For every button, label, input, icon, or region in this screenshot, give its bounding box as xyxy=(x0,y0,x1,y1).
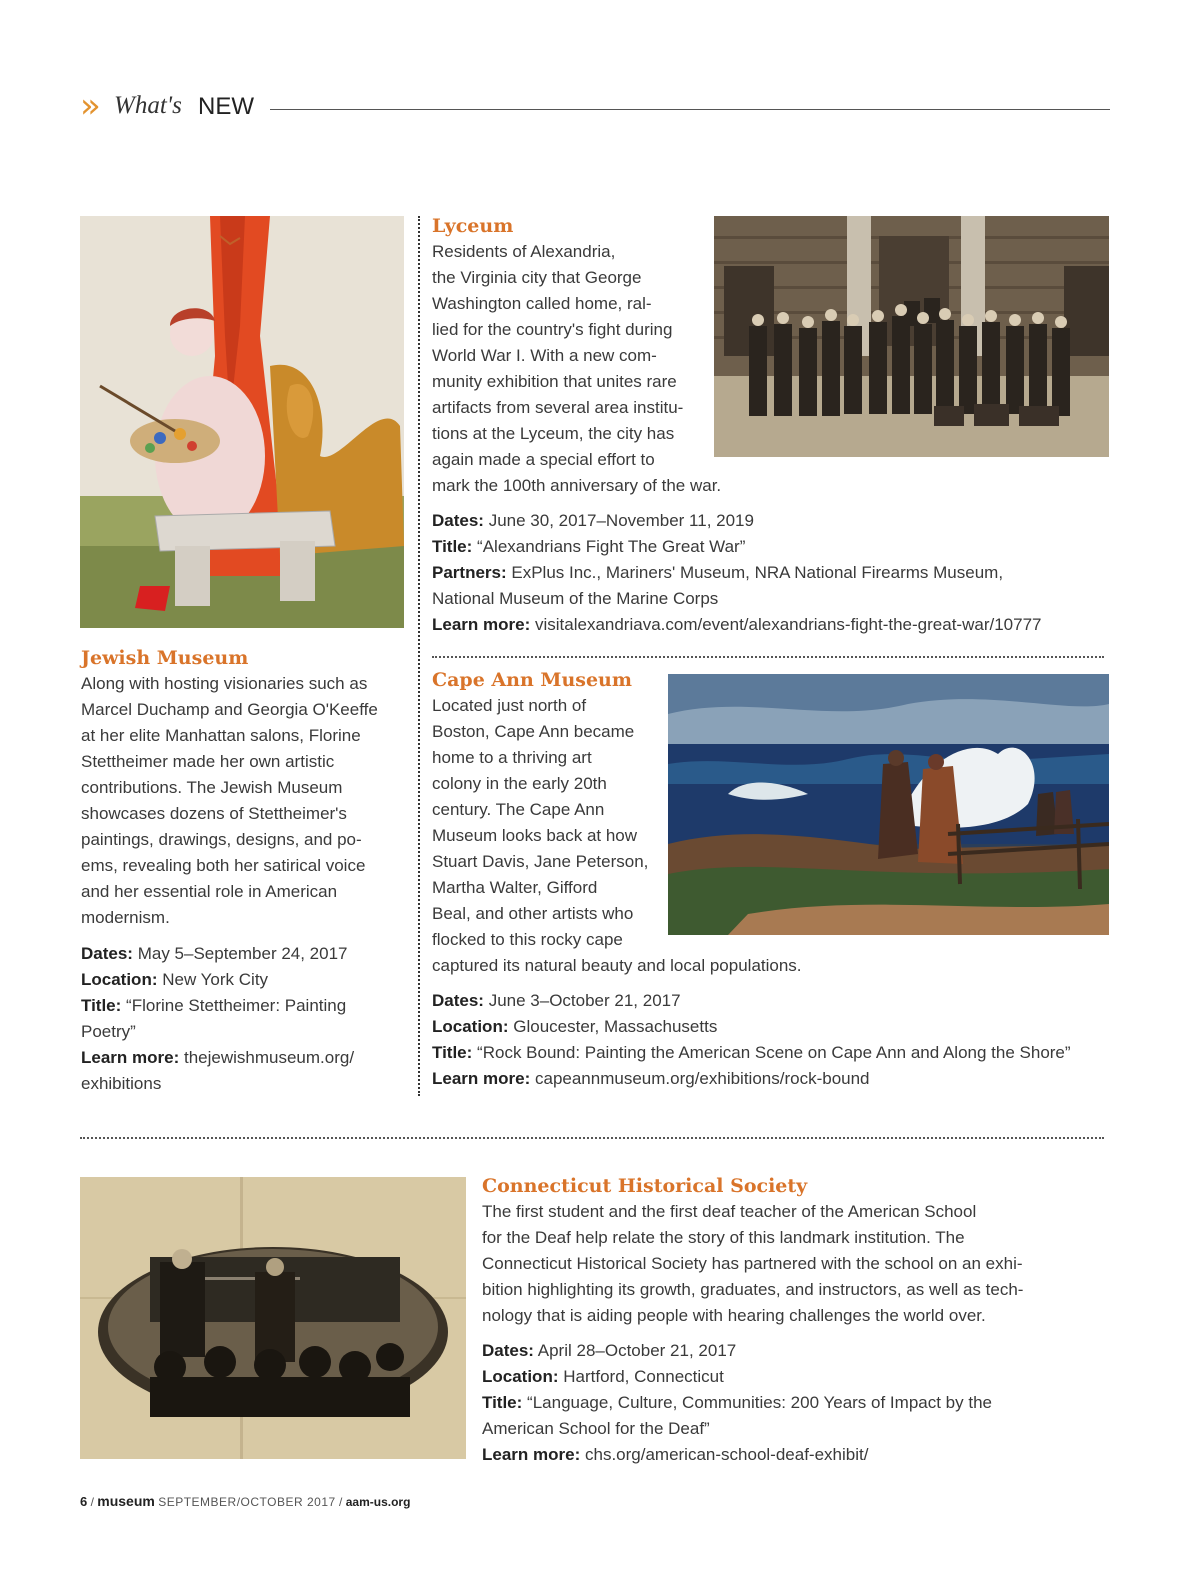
learn-more-link-cont[interactable]: exhibitions xyxy=(81,1074,162,1093)
footer-separator: / xyxy=(90,1495,94,1509)
site-link[interactable]: aam-us.org xyxy=(345,1495,411,1509)
page-number: 6 xyxy=(80,1494,88,1509)
lyceum-article xyxy=(432,213,1112,638)
section-title-italic: What's xyxy=(114,92,182,119)
issue-date: SEPTEMBER/OCTOBER 2017 xyxy=(158,1495,336,1509)
article-heading: Cape Ann Museum xyxy=(432,669,632,691)
section-divider-bottom xyxy=(80,1137,1104,1139)
article-details: Dates: June 30, 2017–November 11, 2019 Title: “Alexandrians Fight The Great War” Partners: ExPlus Inc., Mariners' Museum, NRA National Firearms Museum, National Museum of the Marine Corps Learn more: visitalexandriava.com/event/alexandrians-fight-the-great-war/10777 xyxy=(432,511,1042,634)
section-title-bold: NEW xyxy=(198,93,254,120)
article-body: The first student and the first deaf teacher of the American School for the Deaf help relate the story of this landmark institution. The Connecticut Historical Society has partnered with the school on an exhi- bition highlighting its growth, graduates, and instructors, as well as tech- nology that is aiding people with hearing challenges the world over. xyxy=(482,1202,1024,1325)
magazine-name: museum xyxy=(97,1493,155,1509)
header-rule xyxy=(270,109,1110,110)
article-heading: Jewish Museum xyxy=(81,647,249,669)
chs-classroom-photo xyxy=(80,1177,466,1459)
footer-separator: / xyxy=(339,1495,343,1509)
section-divider-top xyxy=(432,656,1104,658)
article-body: Located just north of Boston, Cape Ann became home to a thriving art colony in the early 20th century. The Cape Ann Museum looks back at how Stuart Davis, Jane Peterson, Martha Walter, Gifford Beal, and other artists who flocked to this rocky cape captured its natural beauty and local populations. xyxy=(432,696,802,975)
article-body: Residents of Alexandria, the Virginia city that George Washington called home, ral- lied for the country's fight during World War I. With a new com- munity exhibition that unites rare artifacts from several area institu- tions at the Lyceum, the city has again made a special effort to mark the 100th anniversary of the war. xyxy=(432,242,722,495)
learn-more-link[interactable]: chs.org/american-school-deaf-exhibit/ xyxy=(584,1445,869,1464)
learn-more-link[interactable]: thejewishmuseum.org/ xyxy=(183,1048,355,1067)
article-details: Dates: May 5–September 24, 2017 Location: New York City Title: “Florine Stettheimer: Painting Poetry” Learn more: thejewishmuseum.org/ exhibitions xyxy=(81,941,411,1097)
article-heading: Connecticut Historical Society xyxy=(482,1175,808,1197)
page-footer xyxy=(80,1493,410,1509)
stettheimer-painting xyxy=(80,216,404,628)
article-body: Along with hosting visionaries such as Marcel Duchamp and Georgia O'Keeffe at her elite Manhattan salons, Florine Stettheimer made her own artistic contributions. The Jewish Museum showcases dozens of Stettheimer's paintings, drawings, designs, and po- ems, revealing both her satirical voice and her essential role in American modernism. xyxy=(81,674,378,927)
chs-article xyxy=(482,1173,1122,1468)
jewish-museum-article xyxy=(81,645,411,1097)
double-chevron-icon: » xyxy=(80,86,101,126)
article-details: Dates: April 28–October 21, 2017 Location: Hartford, Connecticut Title: “Language, Culture, Communities: 200 Years of Impact by the American School for the Deaf” Learn more: chs.org/american-school-deaf-exhibit/ xyxy=(482,1341,992,1464)
learn-more-link[interactable]: capeannmuseum.org/exhibitions/rock-bound xyxy=(534,1069,870,1088)
article-details: Dates: June 3–October 21, 2017 Location: Gloucester, Massachusetts Title: “Rock Bound: Painting the American Scene on Cape Ann and Along the Shore” Learn more: capeannmuseum.org/exhibitions/rock-bound xyxy=(432,991,1071,1088)
section-header xyxy=(80,86,1110,128)
column-divider xyxy=(418,216,420,1096)
learn-more-link[interactable]: visitalexandriava.com/event/alexandrians-fight-the-great-war/10777 xyxy=(534,615,1042,634)
article-heading: Lyceum xyxy=(432,215,514,237)
cape-ann-article xyxy=(432,667,1132,1092)
